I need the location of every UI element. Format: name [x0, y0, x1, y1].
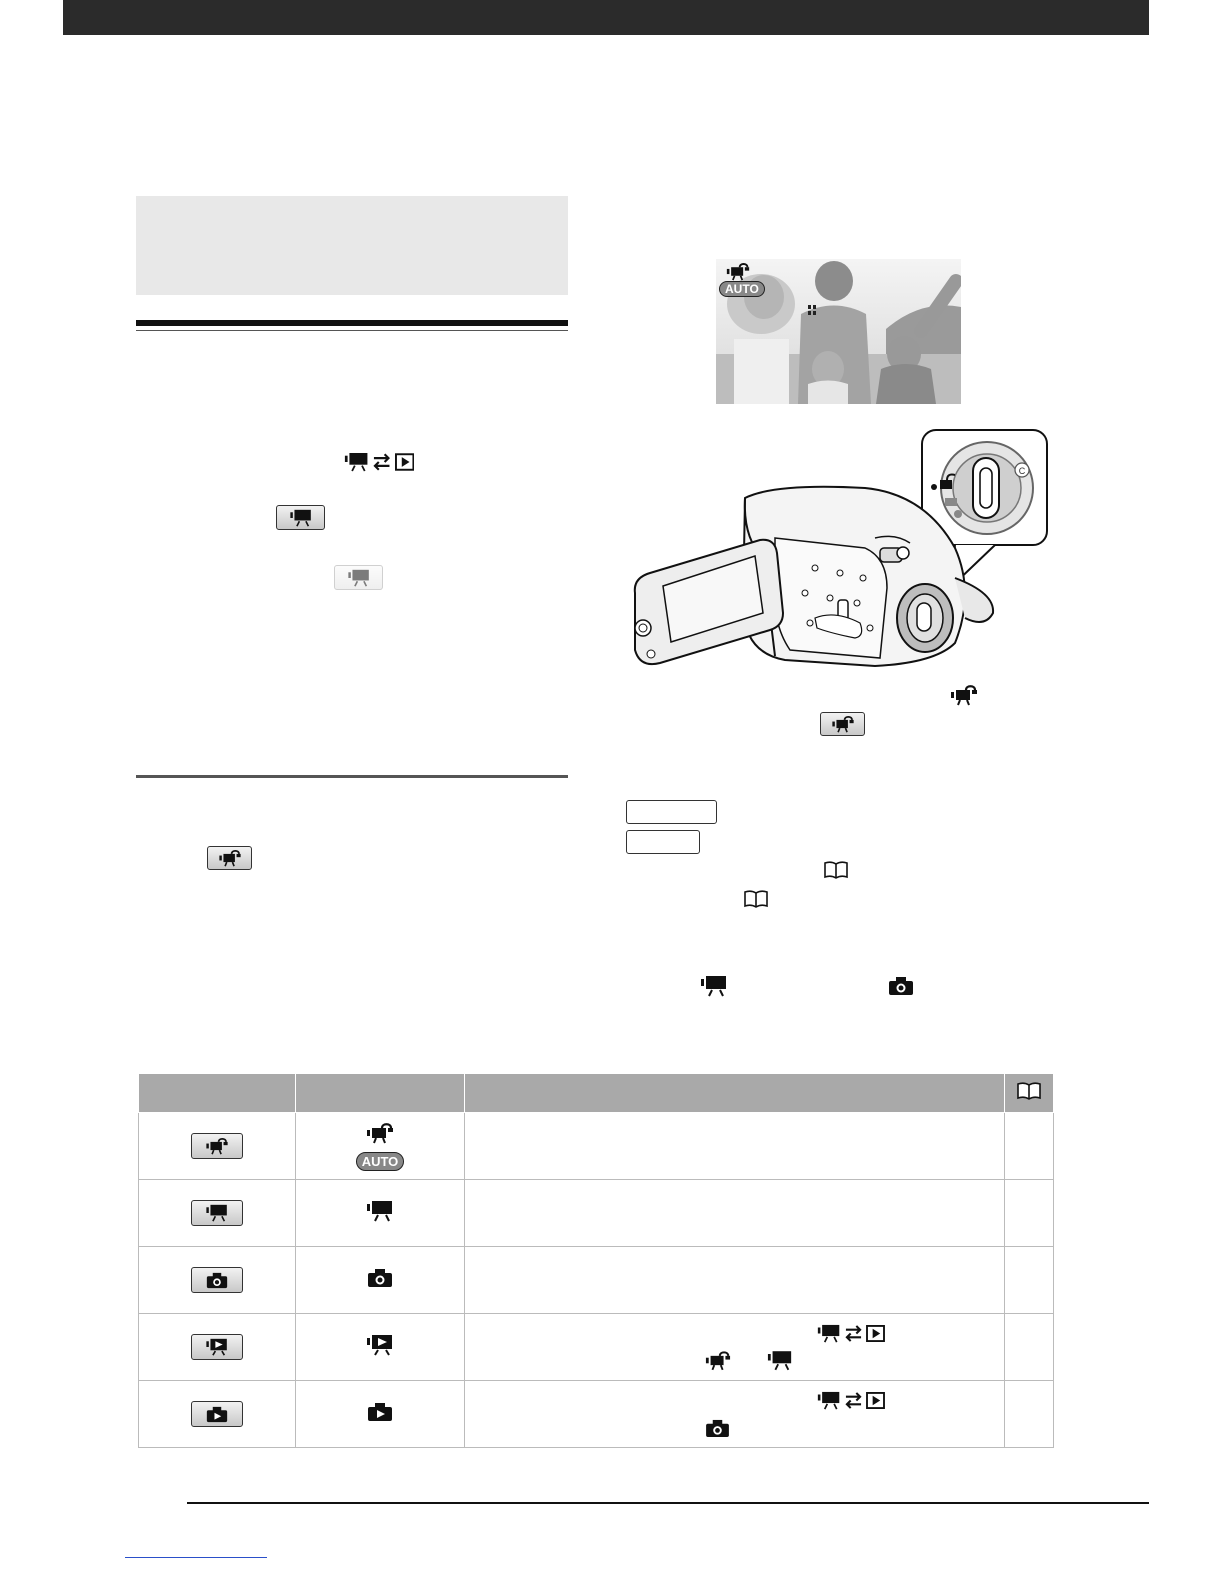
- photo-mode-button[interactable]: [191, 1267, 243, 1293]
- operating-modes-table: [138, 1073, 1054, 1448]
- movie-play-icon: [205, 1338, 229, 1356]
- table-row: [139, 1247, 1054, 1314]
- page-ref-cell: [1005, 1113, 1054, 1180]
- movie-icon: [817, 1324, 841, 1343]
- book-icon: [743, 890, 769, 908]
- movie-auto-icon: [366, 1122, 394, 1144]
- page-ref-cell: [1005, 1180, 1054, 1247]
- page-ref-cell: [1005, 1381, 1054, 1448]
- mode-switch-glyph: [817, 1324, 885, 1343]
- page-ref-cell: [1005, 1247, 1054, 1314]
- movie-play-icon: [366, 1334, 394, 1356]
- play-icon: [395, 453, 414, 471]
- auto-badge: AUTO: [356, 1152, 405, 1171]
- book-icon: [1016, 1082, 1042, 1100]
- movie-icon: [817, 1391, 841, 1410]
- swap-arrows-icon: [844, 1325, 863, 1342]
- movie-icon: [366, 1200, 394, 1222]
- auto-badge: AUTO: [719, 281, 765, 297]
- movie-icon: [347, 569, 371, 587]
- footer-rule: [187, 1502, 1149, 1504]
- subsection-rule: [136, 775, 568, 778]
- camera-icon: [367, 1268, 393, 1288]
- page-ref-cell: [1005, 1314, 1054, 1381]
- description-cell: [465, 1381, 1005, 1448]
- footer-link-underline[interactable]: [125, 1557, 267, 1558]
- table-row: [139, 1314, 1054, 1381]
- movie-auto-icon: [950, 684, 978, 706]
- movie-icon: [289, 509, 313, 527]
- auto-mode-button[interactable]: [191, 1133, 243, 1159]
- movie-auto-icon: [726, 262, 750, 281]
- section-heading-box: [136, 196, 568, 295]
- movie-mode-button-inactive[interactable]: [334, 565, 383, 590]
- table-header-cell: [1005, 1074, 1054, 1113]
- movie-icon: [344, 452, 369, 472]
- auto-mode-button[interactable]: [207, 846, 252, 870]
- movie-icon: [700, 975, 728, 997]
- screen-preview: [716, 259, 961, 404]
- swap-arrows-icon: [372, 453, 391, 471]
- button-label-box[interactable]: [626, 800, 717, 824]
- section-rule-thin: [136, 330, 568, 331]
- table-header-cell: [296, 1074, 465, 1113]
- movie-auto-icon: [218, 849, 242, 867]
- movie-icon: [767, 1350, 793, 1371]
- table-row: [139, 1381, 1054, 1448]
- camcorder-illustration: [625, 428, 1050, 673]
- header-bar: [63, 0, 1149, 35]
- description-cell: [465, 1180, 1005, 1247]
- swap-arrows-icon: [844, 1392, 863, 1409]
- mode-switch-glyph: [344, 451, 414, 473]
- section-rule: [136, 320, 568, 326]
- photo-playback-button[interactable]: [191, 1401, 243, 1427]
- auto-mode-button[interactable]: [820, 712, 865, 736]
- camera-icon: [888, 976, 914, 996]
- movie-auto-icon: [705, 1350, 731, 1371]
- table-header-row: [139, 1074, 1054, 1113]
- movie-mode-button[interactable]: [191, 1200, 243, 1226]
- table-header-cell: [465, 1074, 1005, 1113]
- movie-icon: [205, 1204, 229, 1222]
- table-row: [139, 1180, 1054, 1247]
- photo-play-icon: [206, 1406, 228, 1423]
- table-header-cell: [139, 1074, 296, 1113]
- description-cell: [465, 1247, 1005, 1314]
- camera-icon: [705, 1419, 730, 1438]
- description-cell: [465, 1113, 1005, 1180]
- button-label-box[interactable]: [626, 830, 700, 854]
- photo-play-icon: [367, 1402, 393, 1422]
- movie-mode-button[interactable]: [276, 505, 325, 530]
- table-row: [139, 1113, 1054, 1180]
- play-icon: [866, 1325, 885, 1342]
- description-cell: [465, 1314, 1005, 1381]
- movie-playback-button[interactable]: [191, 1334, 243, 1360]
- mode-switch-glyph: [817, 1391, 885, 1410]
- play-icon: [866, 1392, 885, 1409]
- movie-auto-icon: [831, 715, 855, 733]
- movie-auto-icon: [205, 1137, 229, 1155]
- camera-icon: [206, 1272, 228, 1289]
- book-icon: [823, 861, 849, 879]
- dial-c-mark: C: [1018, 466, 1026, 476]
